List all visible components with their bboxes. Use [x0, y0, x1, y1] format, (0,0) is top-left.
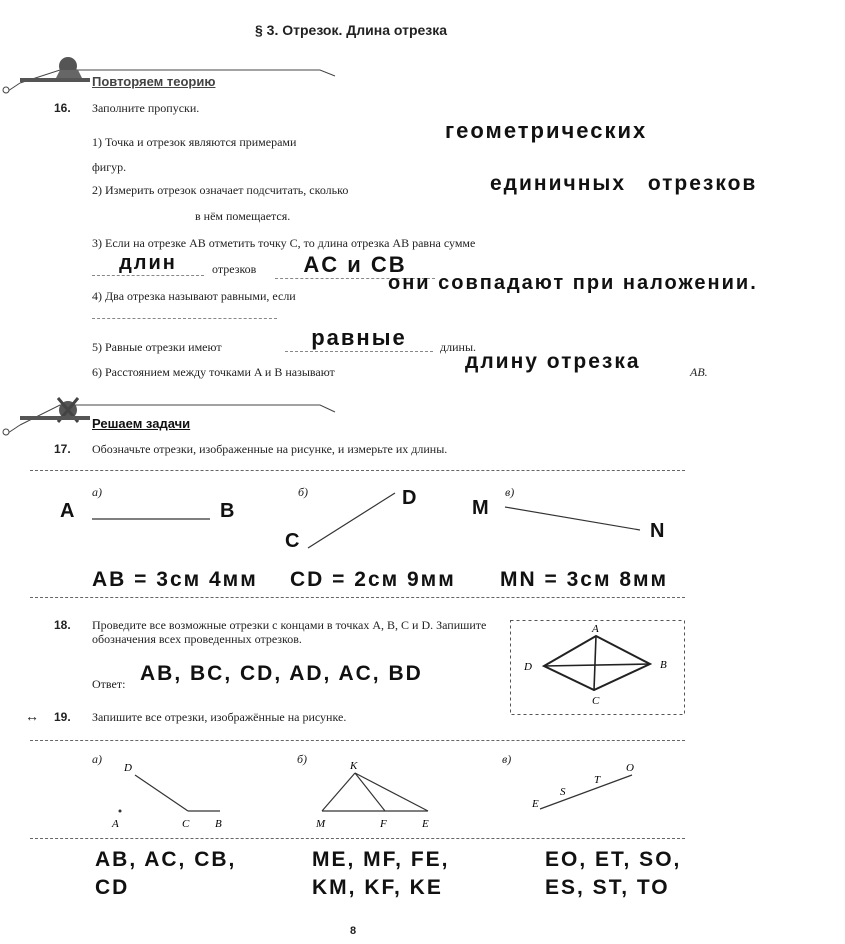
task-18-figure — [510, 620, 685, 715]
task-18-answer-label: Ответ: — [92, 677, 126, 691]
task-17-point-b: B — [220, 500, 237, 522]
theory-banner — [0, 48, 340, 98]
task-16-item-3-answer-1: длин — [92, 252, 204, 276]
task-16-item-5-tail: длины. — [440, 340, 476, 354]
task-16-item-4-answer: они совпадают при наложении. — [388, 272, 758, 294]
task-16-item-3-answer-2: AC и CB — [275, 252, 435, 279]
task-17-point-d: D — [402, 487, 419, 509]
task-16-item-2-text: 2) Измерить отрезок означает подсчитать, сколько — [92, 183, 349, 197]
fig19c-label-o: O — [626, 762, 634, 774]
task-19-figure — [0, 745, 700, 845]
task-16-item-4-text: 4) Два отрезка называют равными, если — [92, 289, 296, 303]
fig19a-label-d: D — [124, 762, 132, 774]
task-16-text: Заполните пропуски. — [92, 101, 200, 115]
fig19c-segment-eo — [540, 775, 632, 809]
task-16-item-2-answer: единичных отрезков — [490, 172, 758, 195]
fig18-label-a: A — [592, 623, 599, 635]
task-17-answer-cd: CD = 2см 9мм — [290, 568, 456, 591]
task-19-top-rule — [30, 740, 685, 741]
fig19c-label-t: T — [594, 774, 601, 786]
fig19b-segment-km — [322, 773, 355, 811]
theory-icon — [56, 57, 82, 78]
fig19a-point-a — [119, 810, 122, 813]
task-17-label-b: б) — [298, 485, 309, 499]
fig18-label-d: D — [524, 661, 532, 673]
task-16-item-6-answer: длину отрезка — [465, 350, 641, 373]
quadrilateral-abcd — [544, 636, 650, 690]
page-number: 8 — [350, 925, 357, 937]
fig19a-label-c: C — [182, 818, 190, 830]
fig19b-label-f: F — [380, 818, 387, 830]
task-18-answer: AB, BC, CD, AD, AC, BD — [140, 662, 423, 685]
task-16-item-5-text: 5) Равные отрезки имеют — [92, 340, 222, 354]
task-19-label-c: в) — [502, 752, 512, 766]
segment-mn — [505, 507, 640, 530]
task-16-item-2-tail: в нём помещается. — [195, 209, 291, 223]
task-19-label-a: а) — [92, 752, 102, 766]
task-17-number: 17. — [54, 442, 71, 456]
task-16-item-3-text: 3) Если на отрезке AB отметить точку C, то длина отрезка AB равна сумме — [92, 236, 476, 250]
task-16-item-6-tail: AB. — [690, 365, 708, 379]
fig19c-label-s: S — [560, 786, 566, 798]
page-title: § 3. Отрезок. Длина отрезка — [255, 22, 448, 38]
task-18-number: 18. — [54, 618, 71, 632]
task-19-bottom-rule — [30, 838, 685, 839]
fig19a-label-b: B — [215, 818, 222, 830]
task-17-answer-mn: MN = 3см 8мм — [500, 568, 669, 591]
task-16-item-4-blank — [92, 318, 277, 319]
task-17-text: Обозначьте отрезки, изображенные на рисунке, и измерьте их длины. — [92, 442, 448, 456]
fig19a-label-a: A — [112, 818, 119, 830]
practice-heading: Решаем задачи — [92, 416, 191, 431]
task-17-point-c: C — [285, 530, 302, 552]
task-19-answer-b-line-1: ME, MF, FE, — [312, 848, 450, 871]
fig19b-segment-kf — [355, 773, 385, 811]
task-16-item-6-text: 6) Расстоянием между точками A и B называют — [92, 365, 335, 379]
task-19-answer-c-line-1: EO, ET, SO, — [545, 848, 682, 871]
task-16-item-1-text: 1) Точка и отрезок являются примерами — [92, 135, 297, 149]
fig18-label-b: B — [660, 659, 667, 671]
fig19b-label-k: K — [350, 760, 358, 772]
task-16-number: 16. — [54, 101, 71, 115]
task-19-text: Запишите все отрезки, изображённые на рисунке. — [92, 710, 347, 724]
segment-ac — [594, 636, 596, 690]
fig19b-label-e: E — [422, 818, 429, 830]
task-19-answer-a-line-2: CD — [95, 876, 130, 899]
task-17-point-a: A — [60, 500, 77, 522]
theory-heading: Повторяем теорию — [92, 74, 216, 89]
task-17-bottom-rule — [30, 597, 685, 598]
fig19c-label-e: E — [532, 798, 539, 810]
task-19-label-b: б) — [297, 752, 308, 766]
task-19-number: 19. — [54, 710, 71, 724]
task-19-answer-a-line-1: AB, AC, CB, — [95, 848, 237, 871]
practice-banner — [0, 390, 340, 440]
task-18-text: Проведите все возможные отрезки с концами в точках A, B, C и D. Запишите обозначения всех проведенных отрезков. — [92, 618, 487, 646]
segment-db — [544, 664, 650, 666]
task-19-arrow-icon: ↔ — [25, 708, 39, 724]
segment-cd — [308, 493, 395, 548]
task-17-point-m: M — [472, 497, 491, 519]
task-19-answer-c-line-2: ES, ST, TO — [545, 876, 670, 899]
fig19b-segment-ke — [355, 773, 428, 811]
task-17-top-rule — [30, 470, 685, 471]
task-16-item-3-mid: отрезков — [212, 262, 257, 276]
task-17-label-a: а) — [92, 485, 102, 499]
task-16-item-5-answer: равные — [285, 325, 433, 352]
fig19a-segment-dc — [135, 775, 188, 811]
task-17-figure — [0, 480, 700, 560]
fig18-label-c: C — [592, 695, 600, 707]
task-17-point-n: N — [650, 520, 667, 542]
task-17-label-c: в) — [505, 485, 515, 499]
fig19b-label-m: M — [316, 818, 326, 830]
task-17-answer-ab: AB = 3см 4мм — [92, 568, 258, 591]
task-16-item-1-answer: геометрических — [445, 118, 648, 143]
task-19-answer-b-line-2: KM, KF, KE — [312, 876, 443, 899]
task-16-item-1-tail: фигур. — [92, 160, 127, 174]
